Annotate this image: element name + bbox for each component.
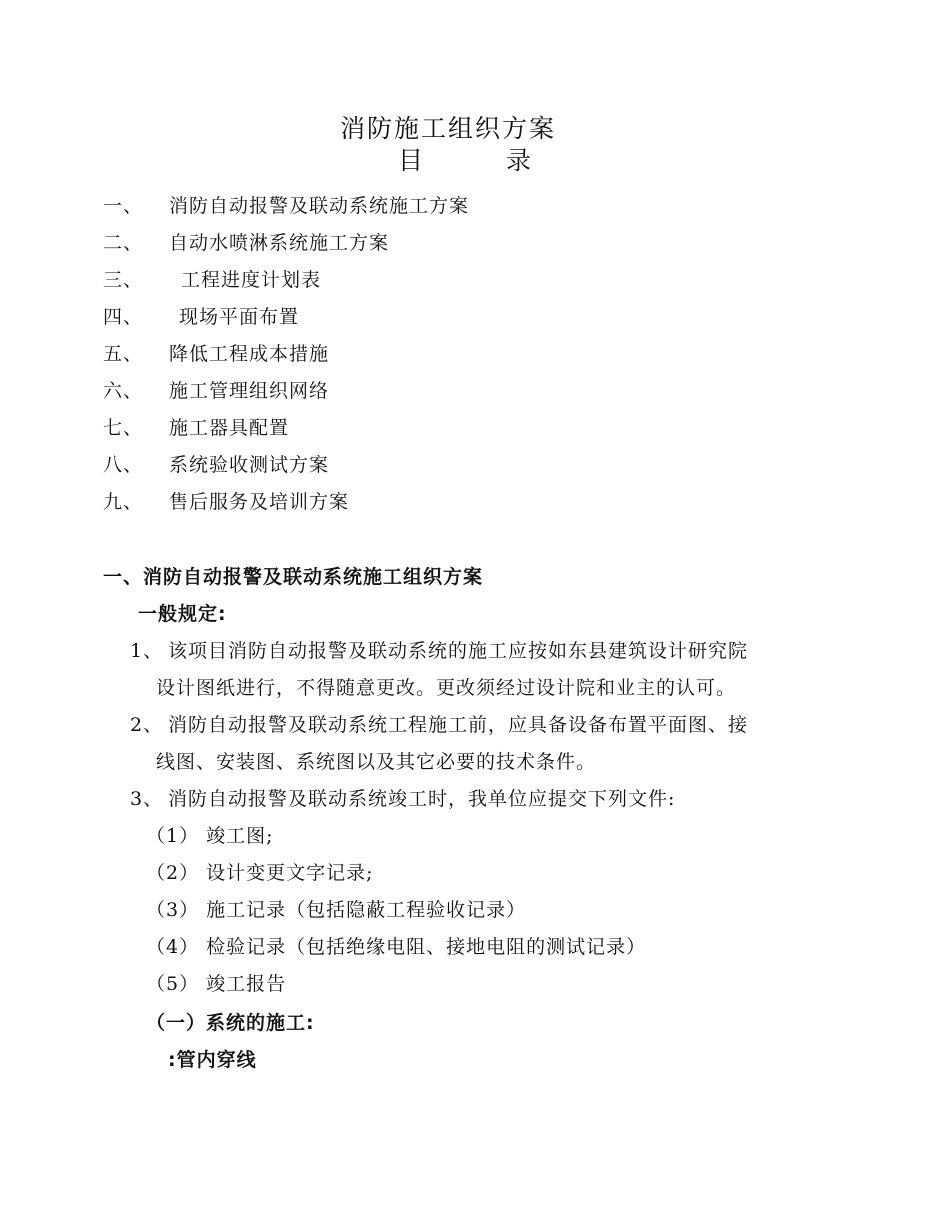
document-title: 消防施工组织方案 — [340, 114, 557, 143]
toc-item — [103, 267, 603, 293]
list-item: （1） 竣工图; — [146, 825, 274, 847]
toc-item-number: 八、 — [103, 454, 144, 476]
toc-item-number: 五、 — [103, 343, 144, 365]
toc-item — [103, 415, 603, 441]
toc-item-text: 施工管理组织网络 — [169, 380, 330, 402]
toc-item-number: 九、 — [103, 491, 144, 513]
toc-item-text: 售后服务及培训方案 — [169, 491, 350, 513]
toc-item-number: 一、 — [103, 195, 144, 217]
toc-item-text: 降低工程成本措施 — [169, 343, 330, 365]
toc-item — [103, 193, 603, 219]
toc-item — [103, 378, 603, 404]
sub-sub-section-heading: :管内穿线 — [168, 1049, 257, 1071]
toc-item-number: 四、 — [103, 306, 144, 328]
toc-item-text: 消防自动报警及联动系统施工方案 — [169, 195, 470, 217]
toc-item-text: 系统验收测试方案 — [169, 454, 330, 476]
list-item-text: 消防自动报警及联动系统竣工时，我单位应提交下列文件: — [168, 788, 676, 810]
list-item: （5） 竣工报告 — [146, 973, 287, 995]
toc-item-number: 二、 — [103, 232, 144, 254]
toc-item-number: 六、 — [103, 380, 144, 402]
toc-item-text: 自动水喷淋系统施工方案 — [169, 232, 390, 254]
toc-item-number: 七、 — [103, 417, 144, 439]
toc-item-text: 施工器具配置 — [169, 417, 290, 439]
toc-item — [103, 230, 603, 256]
toc-item — [103, 489, 603, 515]
list-item-number: 2、 — [130, 714, 164, 736]
toc-item — [103, 452, 603, 478]
toc-item-number: 三、 — [103, 269, 144, 291]
list-item: （3） 施工记录（包括隐蔽工程验收记录） — [146, 899, 527, 921]
toc-item-text: 现场平面布置 — [179, 306, 300, 328]
list-item: （2） 设计变更文字记录; — [146, 862, 374, 884]
toc-heading: 目 录 — [398, 146, 534, 175]
list-item-number: 3、 — [130, 788, 164, 810]
section-subheading: 一般规定: — [138, 603, 227, 625]
list-item-text: 该项目消防自动报警及联动系统的施工应按如东县建筑设计研究院 — [168, 640, 749, 662]
list-item-number: 1、 — [130, 640, 164, 662]
list-item: （4） 检验记录（包括绝缘电阻、接地电阻的测试记录） — [146, 936, 647, 958]
toc-item — [103, 341, 603, 367]
section-heading: 一、消防自动报警及联动系统施工组织方案 — [103, 566, 484, 588]
list-item-text: 消防自动报警及联动系统工程施工前，应具备设备布置平面图、接 — [168, 714, 749, 736]
toc-item-text: 工程进度计划表 — [181, 269, 322, 291]
toc-item — [103, 304, 603, 330]
sub-section-heading: （一）系统的施工: — [146, 1012, 315, 1034]
list-item-text-continued: 线图、安装图、系统图以及其它必要的技术条件。 — [156, 751, 597, 773]
list-item-text-continued: 设计图纸进行，不得随意更改。更改须经过设计院和业主的认可。 — [156, 677, 737, 699]
